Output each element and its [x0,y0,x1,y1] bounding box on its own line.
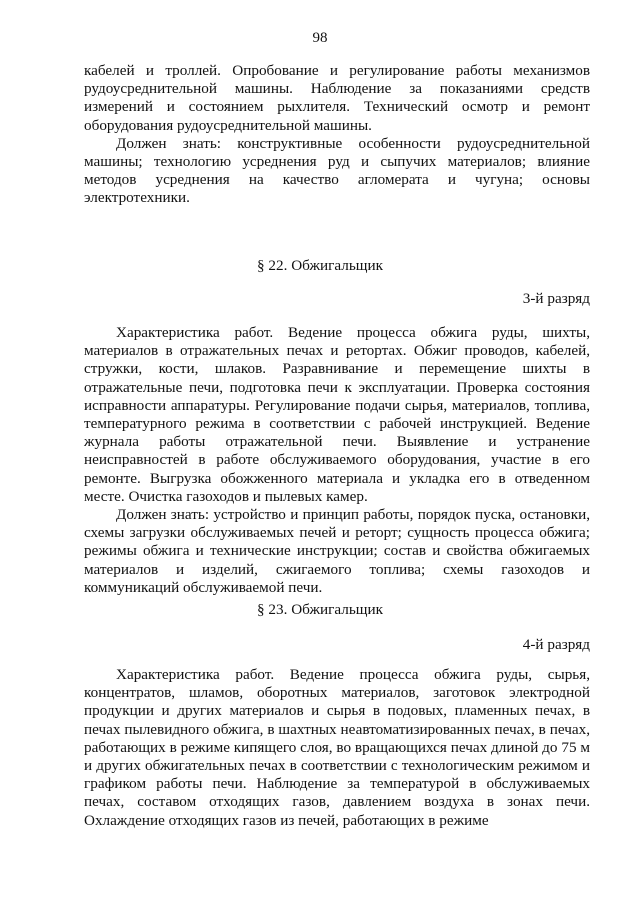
intro-block [84,62,590,208]
section-22-body [84,324,590,597]
section-23-title: § 23. Обжигальщик [257,601,383,618]
intro-knowledge-paragraph: Должен знать: конструктивные особенности рудоусреднительной машины; технологию усреднения руд и сыпучих материалов; влияние методов усреднения на качество агломерата и чугуна; основы электротехники. [84,134,590,207]
section-22-title: § 22. Обжигальщик [257,257,383,274]
page-number: 98 [312,30,328,46]
section-23-characteristics-paragraph: Характеристика работ. Ведение процесса обжига руды, сырья, концентратов, шламов, оборотных материалов, заготовок электродной продукции и других материалов и сырья в подовых, пламенных печах, в печах пылевидного обжига, в шахтных неавтоматизированных печах, в печах, работающих в режиме кипящего слоя, во вращающихся печах длиной до 75 м и других обжигательных печах в соответствии с технологическим режимом и графиком работы печи. Наблюдение за температурой в обслуживаемых печах, составом отходящих газов, давлением воздуха в зонах печи. Охлаждение отходящих газов из печей, работающих в режиме [84,666,590,829]
section-23-grade: 4-й разряд [522,636,590,653]
section-23-body [84,666,590,830]
intro-continuation-paragraph: кабелей и троллей. Опробование и регулирование работы механизмов рудоусреднительной машины. Наблюдение за показаниями средств измерений и состоянием рыхлителя. Технический осмотр и ремонт оборудования рудоусреднительной машины. [84,62,590,134]
section-22-knowledge-paragraph: Должен знать: устройство и принцип работы, порядок пуска, остановки, схемы загрузки обслуживаемых печей и реторт; сущность процесса обжига; режимы обжига и технические инструкции; состав и свойства обжигаемых материалов и изделий, сжигаемого топлива; схемы газоходов и коммуникаций обслуживаемой печи. [84,506,590,596]
section-22-grade: 3-й разряд [522,290,590,307]
section-22-characteristics-paragraph: Характеристика работ. Ведение процесса обжига руды, шихты, материалов в отражательных печах и ретортах. Обжиг проводов, кабелей, стружки, кости, шлаков. Разравнивание и перемещение шихты в отражательные печи, подготовка печи к эксплуатации. Проверка состояния исправности аппаратуры. Регулирование подачи сырья, материалов, топлива, температурного режима в соответствии с рабочей инструкцией. Ведение журнала работы отражательной печи. Выявление и устранение неисправностей в работе обслуживаемого оборудования, участие в его ремонте. Выгрузка обожженного материала и укладка его в отведенном месте. Очистка газоходов и пылевых камер. [84,324,590,505]
